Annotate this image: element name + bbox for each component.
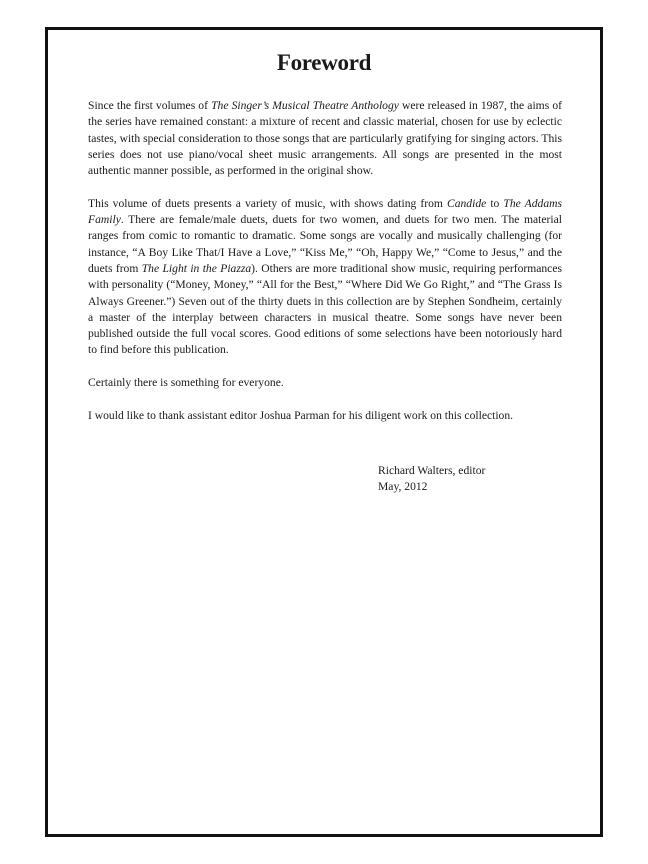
page-title: Foreword	[276, 50, 372, 75]
page-frame	[45, 27, 603, 837]
show-title: The Light in the Piazza	[141, 261, 252, 275]
text: to	[486, 196, 504, 210]
text: I would like to thank assistant editor Joshua Parman for his diligent work on this collection.	[88, 408, 514, 422]
show-title: The Addams Family	[88, 196, 563, 227]
text: were released in 1987, the aims of the series have remained constant: a mixture of recent and classic material, chosen for use by eclectic tastes, with special consideration to those songs that are particularly gratifying for singing actors. This series does not use piano/vocal sheet music arrangements. All songs are presented in the most authentic manner possible, as performed in the original show.	[88, 99, 562, 178]
paragraph-everyone	[88, 375, 562, 391]
text: ). Others are more traditional show music, requiring performances with personality (“Money, Money,” “All for the Best,” “Where Did We Go Right,” and “The Grass Is Always Greener.”) Seven out of the thirty duets in this collection are by Stephen Sondheim, certainly a master of the interplay between characters in musical theatre. Some songs have never been published outside the full vocal scores. Good editions of some selections have been notoriously hard to find before this publication.	[88, 261, 562, 357]
show-title: Candide	[446, 196, 487, 210]
text: Since the first volumes of	[88, 99, 212, 112]
foreword-body	[88, 98, 562, 440]
paragraph-volume	[88, 196, 562, 359]
book-title: The Singer’s Musical Theatre Anthology	[211, 99, 399, 112]
text: . There are female/male duets, duets for two women, and duets for two men. The material ranges from comic to romantic to dramatic. Some songs are vocally and musically challenging (for instance, “A Boy Like That/I Have a Love,” “Kiss Me,” “Oh, Happy We,” “Come to Jesus,” and the duets from	[88, 213, 562, 275]
signature-name: Richard Walters, editor	[378, 464, 486, 477]
paragraph-thanks	[88, 408, 562, 424]
text: Certainly there is something for everyone.	[88, 376, 284, 390]
text: This volume of duets presents a variety of music, with shows dating from	[88, 196, 447, 210]
paragraph-intro	[88, 98, 562, 179]
signature	[378, 463, 485, 496]
signature-date: May, 2012	[378, 480, 428, 494]
